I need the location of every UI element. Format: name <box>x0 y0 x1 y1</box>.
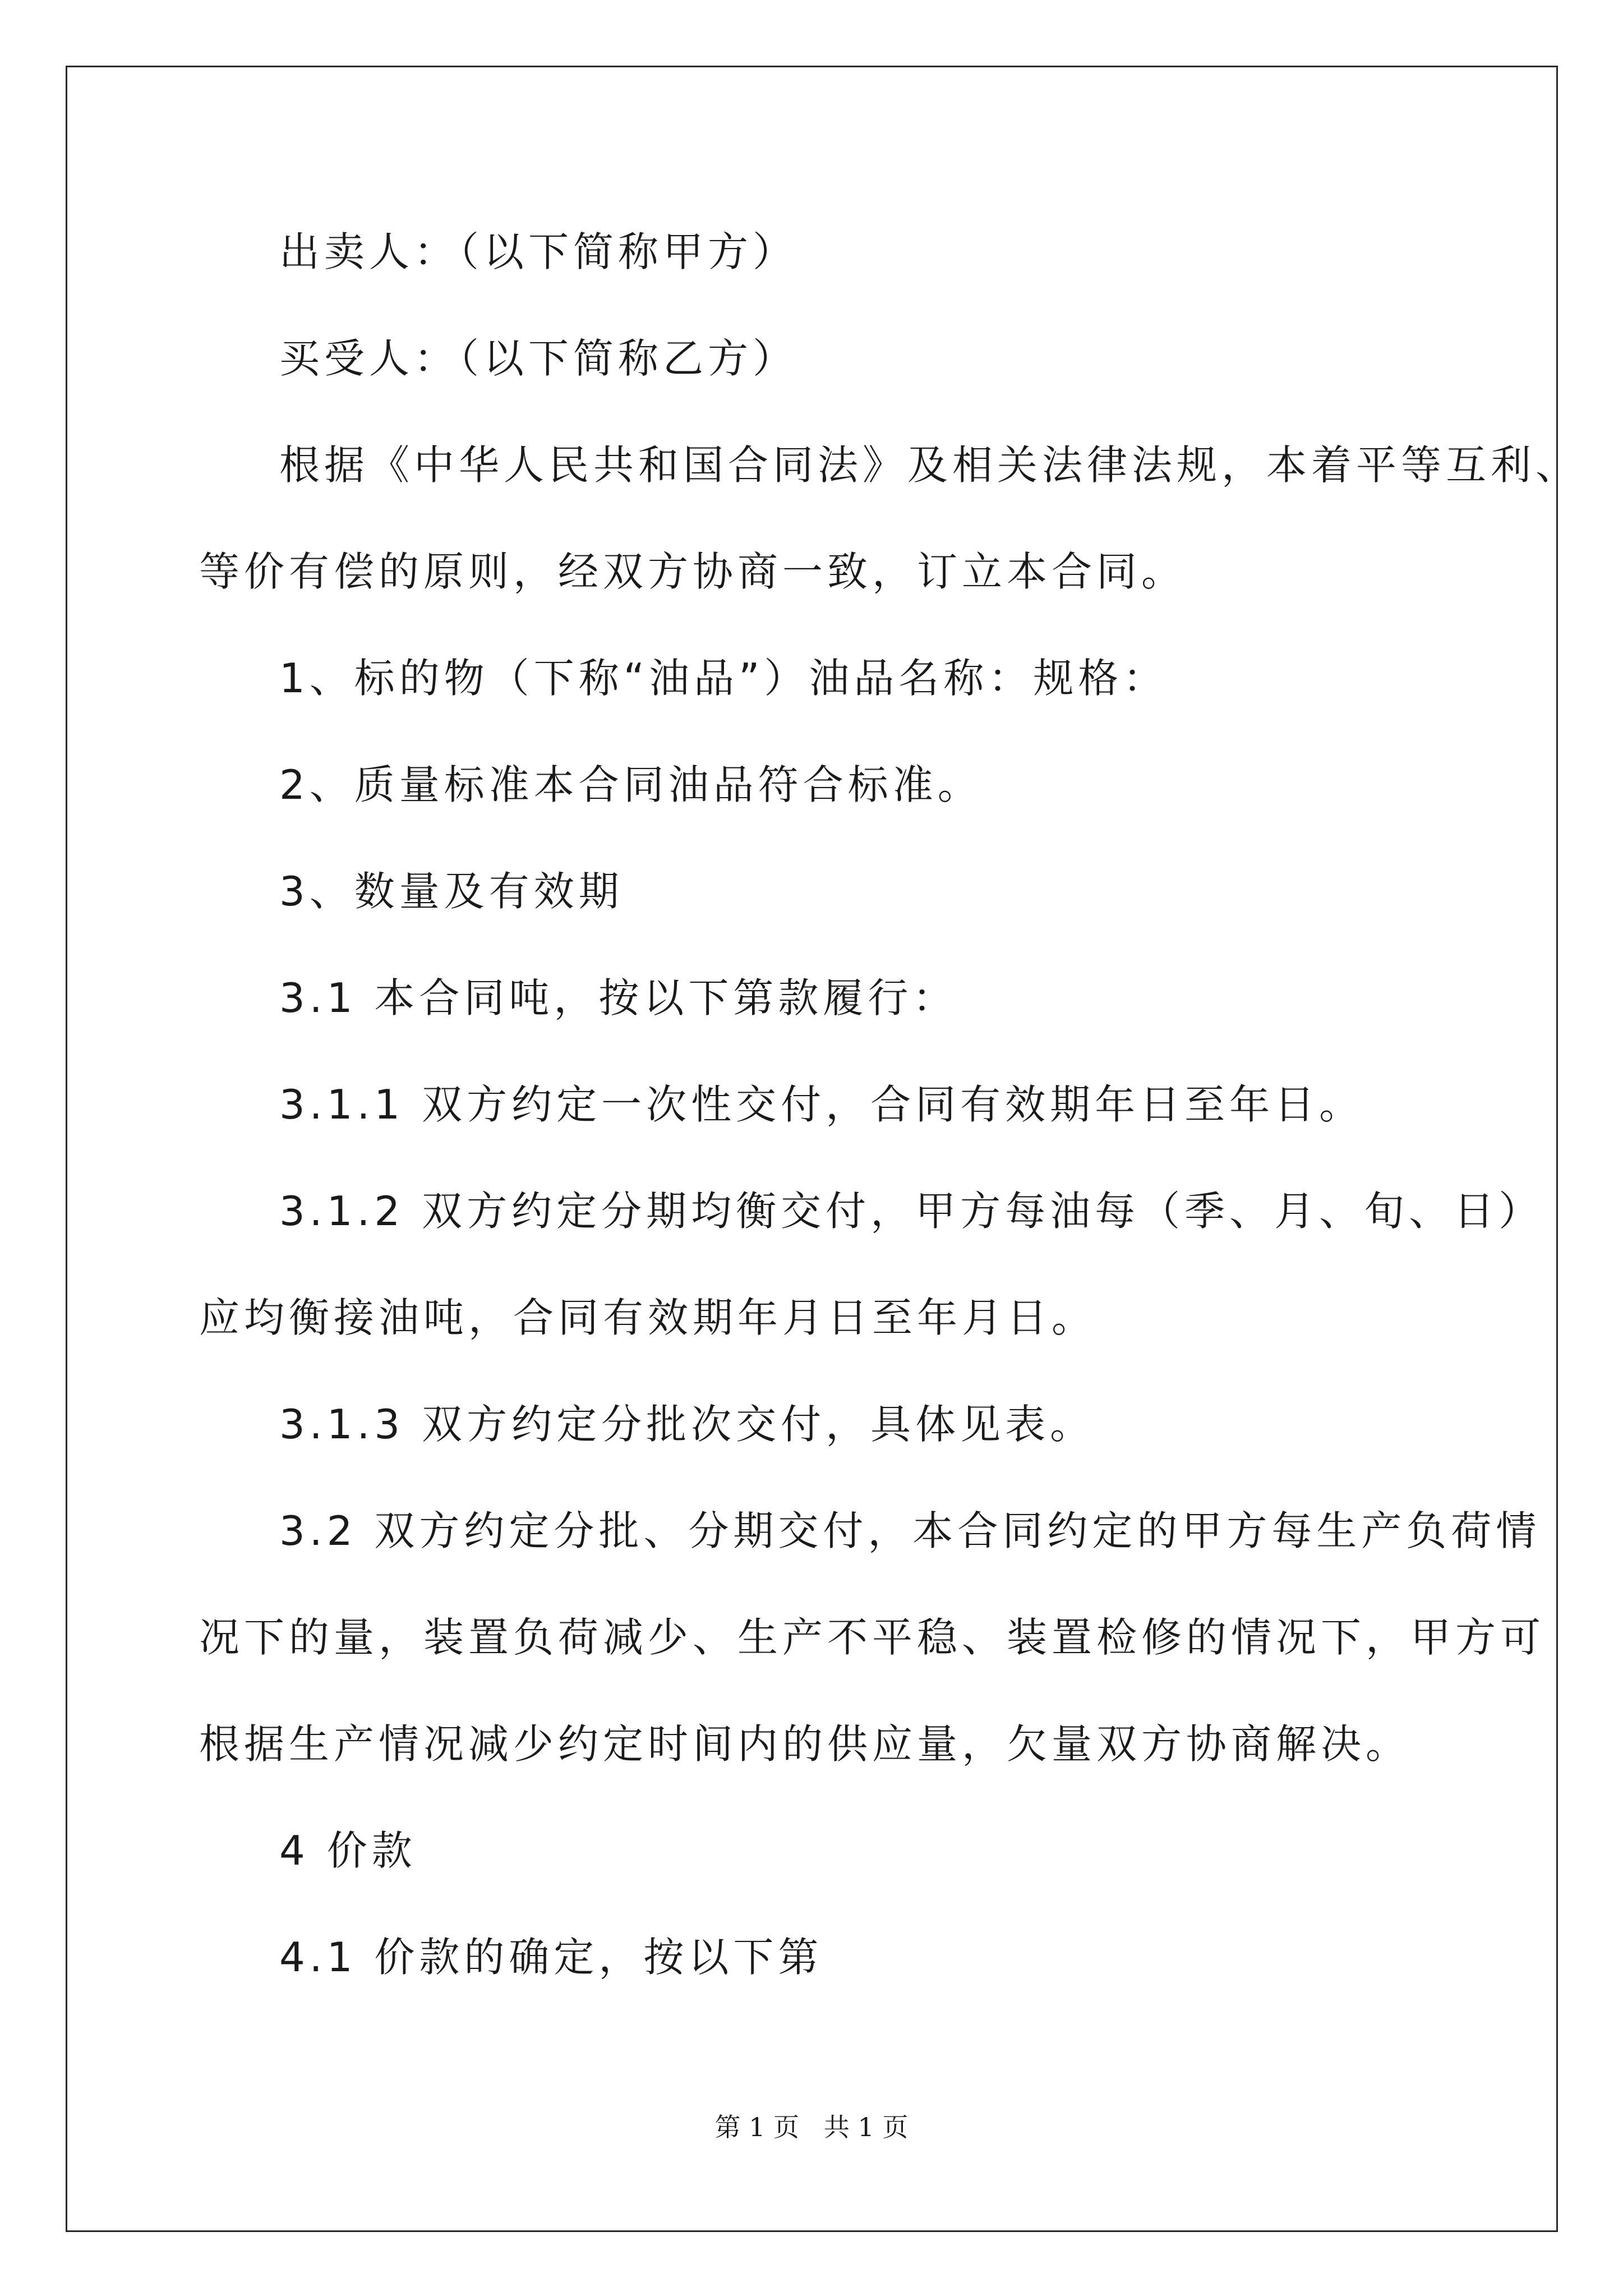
clause-3-1-1: 3.1.1 双方约定一次性交付，合同有效期年日至年日。 <box>279 1081 1364 1128</box>
preamble-line-1: 根据《中华人民共和国合同法》及相关法律法规，本着平等互利、 <box>279 441 1581 489</box>
clause-3-1: 3.1 本合同吨，按以下第款履行： <box>279 974 958 1022</box>
clause-3-2-line-3: 根据生产情况减少约定时间内的供应量，欠量双方协商解决。 <box>199 1720 1411 1768</box>
clause-3-1-3: 3.1.3 双方约定分批次交付，具体见表。 <box>279 1401 1095 1448</box>
clause-2: 2、质量标准本合同油品符合标准。 <box>279 761 983 808</box>
page-footer: 第 1 页 共 1 页 <box>714 2112 909 2142</box>
clause-3-1-2-line-2: 应均衡接油吨，合同有效期年月日至年月日。 <box>199 1294 1097 1341</box>
seller-line: 出卖人：（以下简称甲方） <box>279 228 798 275</box>
preamble-line-2: 等价有偿的原则，经双方协商一致，订立本合同。 <box>199 548 1187 595</box>
clause-3: 3、数量及有效期 <box>279 868 624 915</box>
clause-3-2-line-1: 3.2 双方约定分批、分期交付，本合同约定的甲方每生产负荷情 <box>279 1507 1541 1554</box>
clause-3-2-line-2: 况下的量，装置负荷减少、生产不平稳、装置检修的情况下，甲方可 <box>199 1614 1546 1661</box>
clause-4: 4 价款 <box>279 1827 417 1874</box>
clause-3-1-2-line-1: 3.1.2 双方约定分期均衡交付，甲方每油每（季、月、旬、日） <box>279 1188 1544 1235</box>
clause-4-1: 4.1 价款的确定，按以下第 <box>279 1934 823 1981</box>
buyer-line: 买受人：（以下简称乙方） <box>279 335 798 382</box>
clause-1: 1、标的物（下称“油品”）油品名称：规格： <box>279 655 1168 702</box>
